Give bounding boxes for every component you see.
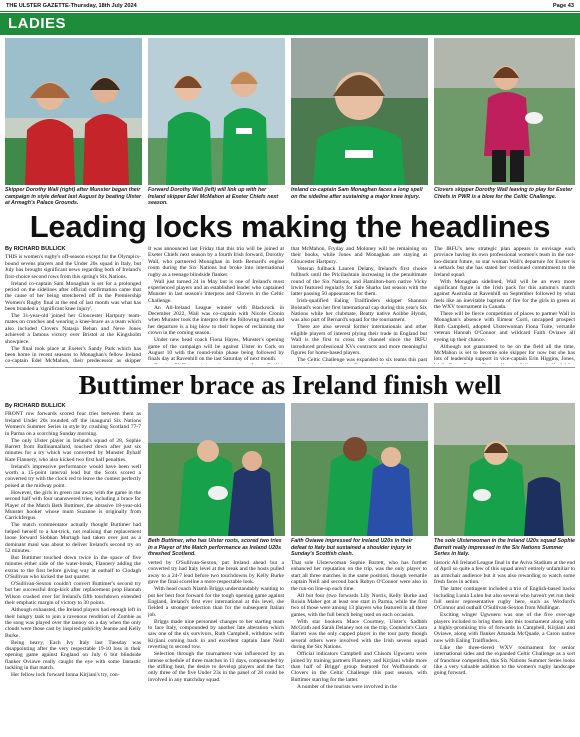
story2-column-4: [434, 560, 575, 733]
story2-paragraph: Selection through the tournament was influenced by an intense schedule of three matches in 11 days, compounded by the stifling heat, the desire to develop players and the fact only three of the five Under 23s in the panel of 28 could be involved in any matchday squad.: [148, 651, 284, 683]
photo-caption-2: Forward Dorothy Wall (left) will link up with her Ireland skipper Edel McMahon at Exeter Chiefs next season.: [148, 187, 279, 206]
story2-column-3: [291, 560, 427, 733]
story1-paragraph: Under new head coach Fiona Hayes, Munster's opening game of the campaign will be against Ulster in Cork on August 10 with the round-robin phase being followed by finals day at Ravenhill on the last Saturday of next month.: [148, 337, 284, 363]
story2-paragraph: verted by O'Sullivan-Sexton, put Ireland ahead but a converted try had Italy level at the break and the hosts pulled away to a 24-7 lead before two touchdowns by Kelly Burke gave the final scoreline a more respectable look.: [148, 560, 284, 586]
story2-paragraph: FRONT row forwards scored four tries between them as Ireland Under 20s rounded off the inaugural Six Nations Women's Summer Series in style by crushing Scotland 77-7 in Parma on a scorching Sunday morning.: [5, 411, 141, 437]
story1-paragraph: With Monaghan sidelined, Wall will be an even more significant figure in the Irish pack for this autumn's match against Australia at Ravenhill on September followed by what feels like an inevitable baptism of fire for the girls in green at the WXV tournament in Canada.: [434, 278, 575, 311]
story1-paragraph: The final took place at Exeter's Sandy Park which has been home in recent seasons to Monaghan's fellow Ireland co-captain Edel McMahon, their predecessor as skipper: [5, 345, 141, 364]
story2-paragraph: The only Ulster player in Ireland's squad of 28, Sophie Barrett from Ballinamallard, touched down after just six minutes for a try which was converted by Munster flyhalf Kate Flannery, who also kicked two first half penalties.: [5, 437, 141, 463]
story2-paragraph: Briggs made nine personnel changes to her starting team to face Italy, compounded by another late alteration which saw one of the six survivors, Ruth Campbell, withdraw with Kirjiani coming back in and excellent captain Jane Neill reverting to second row.: [148, 618, 284, 651]
story2-byline: By RICHARD BULLICK: [5, 403, 66, 409]
photo-monaghan: [291, 38, 428, 185]
photo-barrett: [434, 403, 575, 536]
story1-paragraph: Although not guaranteed to be on the field all the time, McMahon is set to become sole skipper for now but she has lots of leadership support in vice-captain Erin Higgins, Jones,: [434, 343, 575, 363]
story1-byline: By RICHARD BULLICK: [5, 246, 66, 252]
story2-column-2: [148, 560, 284, 733]
section-title: LADIES: [8, 15, 67, 32]
story1-paragraph: Veteran fullback Lauren Delany, Ireland's first choice fullback until the Pricilashtain increasing in the penultimate round of the Six Nations, and Hamilton-born native Vicky Irwin featured regularly for Sale Sharks last season with the latter passing 50 appearances for them.: [291, 265, 427, 298]
photo-caption-4: Clovers skipper Dorothy Wall leaving to play for Exeter Chiefs in PWR is a blow for the Celtic Challenge.: [434, 187, 573, 200]
story1-headline: Leading locks making the headlines: [29, 209, 551, 244]
photo-oviawe: [291, 403, 428, 536]
section-bar: [0, 13, 580, 35]
story1-paragraph: Wall just turned 24 in May but is one of Ireland's most experienced players and an established leader who captained Munster in last season's interpros and Clovers in the Celtic Challenge.: [148, 278, 284, 304]
story2-paragraph: Official indicators Campbell and Chisom Ugwueru were joined by training partners Flannery and Kirjiani while more than half of Briggs' group featured for Wolfhounds or Clovers in the Celtic Challenge this past season, with Buttimer starring for the latter.: [291, 651, 427, 683]
story2-headline: Buttimer brace as Ireland finish well: [78, 370, 502, 400]
story1-paragraph: The 31-year-old joined her Gloucester Hartpury team-mates on crutches and wearing a knee-brace as a team which also included Clovers Natasja Behan and Neve Jones achieved a famous victory over Bristol at the Kingsholm showpiece.: [5, 313, 141, 345]
story2-paragraph: Her fellow lock forward Ionna Kirjiani's try, con-: [11, 672, 120, 679]
photo-wall-mcmahon: [148, 38, 285, 185]
story2-paragraph: The match commentator actually thought Buttimer had helped herself to a hat-trick, not realising that replacement loose forward Siobhan Murtagh had taken over just as a dominant maul was about to deliver Ireland's second try on 52 minutes.: [5, 522, 141, 554]
story2-paragraph: All but four (two forwards Lily Norris, Kelly Burke and Roisin Maher got at least one start in Parma, while the first two of those were among 13 players who featured in all three games, with the full bench being used on each occasion.: [291, 592, 427, 618]
story2-paragraph: With star hookers Mace Courtney, Ulster's Sadhbh McGrath and Sarah Delaney not on the trip, Connacht's Ciara Barrett was the only capped player in the tour party though several others were involved with the Irish sevens squad during the Six Nations.: [291, 618, 427, 651]
story1-paragraph: Irish-qualified Ealing Trailfinders skipper Shannon Bolstad's won her first international cap during this year's Six Nations while her clubmate, Beatty native Aoibhe Hynds, was also part of Bernard's squad for the tournament.: [291, 298, 427, 324]
story2-paragraph: The latter contingent included a trio of English-based backs including Lunia Lulen but also several who haven't yet run their full senior representative rugby here, such as Wexford's O'Connor and outhalf O'Sullivan-Sexton from Mullingar.: [434, 586, 575, 612]
story1-paragraph: There are also several former internationals and other eligible players of interest plying their trade in England but Wall is the first to cross the channel since the IRFU introduced professional XVs contracts and more meaningful figures for home-based players.: [291, 324, 427, 356]
story2-column-1: [5, 403, 141, 733]
photo-caption-3: Ireland co-captain Sam Monaghan faces a long spell on the sideline after sustaining a major knee injury.: [291, 187, 423, 200]
photo-caption-1: Skipper Dorothy Wall (right) after Munster began their campaign in style defeat last August by beating Ulster at Armagh's Palace Grounds.: [5, 187, 142, 206]
story2-paragraph: Exciting winger Ugwueru was one of the five over-age players included to bring them into this tournament along with a highly-promising trio of forwards in Campbell, Kirjiani and Oviawe, along with flanker Amanda McQuade, a Caron native now with Ealing Trailfinders.: [434, 612, 575, 644]
story2-paragraph: However, the girls in green ran away with the game in the second half with four unanswered tries, including a brace for Player of the Match Beth Buttimer, the abrasive 18-year-old Munster hooker whose mum Suzanne is originally from Carrickfergus.: [5, 489, 141, 522]
story2-paragraph: But Buttimer touched down twice in the space of five minutes either side of the water-break, Flannery adding the extras to the first before giving way at outhalf to Clodagh O'Sullivan who kicked the last quarter.: [5, 554, 141, 581]
story2-paragraph: O'Sullivan-Sexton couldn't convert Buttimer's second try but her successful drop-kick after replacement prop Hannah Wilson crashed over for Ireland's fifth touchdown extended their emphatic margin of victory to 30 points.: [5, 580, 141, 607]
photo-caption-5: Beth Buttimer, who has Ulster roots, scored two tries in a Player of the Match performance as Ireland U20s thrashed Scotland.: [148, 538, 282, 557]
story1-paragraph: It was announced last Friday that this trio will be joined at Exeter Chiefs next season by a fourth Irish forward, Dorothy Wall, who partnered Monaghan in both Bernard's engine room during the Six Nations but broke into international rugby as a teenage blindside flanker.: [148, 246, 284, 278]
story1-paragraph: THIS is women's rugby's off-season except for the Olympics-bound sevens players and the Under 20s squad in Italy, but July has brought significant news regarding both of Ireland's first-choice second rows from this spring's Six Nations.: [5, 254, 141, 280]
story1-paragraph: There will be fierce competition of places to partner Wall in Monaghan's absence with Eimear Corri, uncapped prospect Ruth Campbell, adopted Ulsterwoman Fiona Tuite, versatile veteran Hannah O'Connor and wildcard Faith Oviawe all eyeing up their chance.: [434, 311, 575, 343]
story2-paragraph: Like the three-tiered WXV tournament for senior international sides and the expanded Celtic Challenge as a sort of franchise competition, this Six Nations Summer Series looks like a very valuable addition to the women's rugby landscape going forward.: [434, 644, 575, 677]
photo-wall-munster: [5, 38, 142, 185]
photo-caption-7: The sole Ulsterwoman in the Ireland U20s squad Sophie Barrett really impressed in the Six Nations Summer Series in Italy.: [434, 538, 575, 557]
story1-column-4: [434, 246, 575, 364]
story1-paragraph: Ireland co-captain Sam Monaghan is set for a prolonged period on the sidelines after official confirmation came that the cause of her being stretchered off in the Premiership Women's Rugby final at the end of last month was what has been branded a 'significant knee injury'.: [5, 280, 141, 313]
story1-column-3: [291, 246, 427, 364]
story1-paragraph: [148, 363, 284, 364]
masthead: [0, 0, 580, 12]
page-number: Page 43: [552, 2, 574, 9]
story1-paragraph: An All-Ireland League winner with Blackrock in December 2022, Wall was co-captain with Nicole Cronin when Munster took the interpro title the following month and her departure is a big blow to their hopes of reclaiming the crown in the coming season.: [148, 304, 284, 337]
photo-wall-clovers: [434, 38, 575, 185]
story1-paragraph: that McMahon, Fryday and Moloney will be remaining on their books, while Jones and Monaghan are staying at Gloucester Hartpury.: [291, 246, 427, 265]
story2-paragraph: Ireland's impressive performance would have been well worth a 15-point interval lead but the Scots scored a converted try with the clock red to leave the contest perfectly poised at the midway point.: [5, 463, 141, 489]
story1-paragraph: The IRFU's new strategic plan appears to envisage each province having its own professional women's team in the not-too-distant future, so star woman Wall's departure for Exeter is a setback but she has stated her continued commitment to the Ireland squad.: [434, 246, 575, 278]
story2-paragraph: Being heavy, Each Ivy Italy last Tuesday was disappointing after the very respectable 19-10 loss in their opening game against England on July 6 but blindside flanker Oviawe really caught the eye with some fantastic tackling in that match.: [5, 639, 141, 672]
story2-paragraph: A number of the tourists were involved in the: [297, 683, 397, 690]
masthead-title: THE ULSTER GAZETTE-Thursday, 18th July 2024: [6, 2, 137, 9]
story1-column-1: [5, 246, 141, 364]
story1-paragraph: The Celtic Challenge was expanded to six teams this past: [297, 356, 427, 363]
story2-paragraph: That sole Ulsterwoman Sophie Barrett, who has further enhanced her reputation on the trip, was the only player to start all three matches in the same position, though versatile captain Neill and second back Robyn O'Connor were also in the run-on line-up each time.: [291, 560, 427, 592]
story-divider: [5, 367, 575, 368]
photo-buttimer: [148, 403, 285, 536]
story2-paragraph: With head coach Niamh Briggs understandably wanting to put her best foot forward for the tough opening game against England, Ireland's first ever international at this level, she fielded a stronger selection than for the subsequent Italian job.: [148, 586, 284, 618]
photo-caption-6: Faith Oviawe impressed for Ireland U20s in their defeat to Italy but sustained a shoulder injury in Sunday's Scottish clash.: [291, 538, 413, 557]
story1-column-2: [148, 246, 284, 364]
story2-paragraph: Although exhausted, the Ireland players had enough left in their hungry tank to join a ravenous rendition of Zombie as the song was played over the tannoy on a day when the only clouds were those cast by inspired publicity Jeanne and Kelly Burke.: [5, 607, 141, 639]
story2-paragraph: historic All Ireland League final in the Aviva Stadium at the end of April so quite a few of this squad aren't entirely unfamiliar to an armchair audience but it was also rewarding to watch some fresh faces in action.: [434, 560, 575, 586]
